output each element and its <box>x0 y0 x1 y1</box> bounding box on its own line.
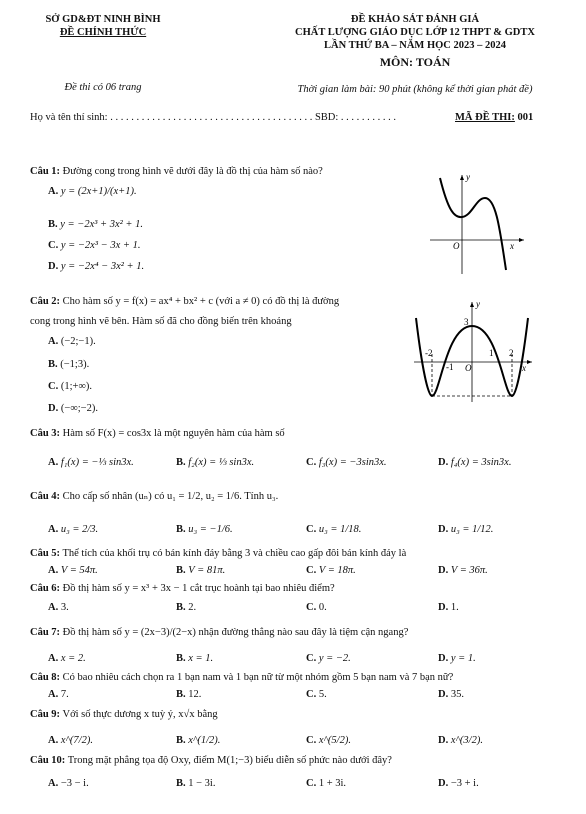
option-9c[interactable]: C. x^(5/2). <box>306 735 351 746</box>
exam-code-value: 001 <box>517 112 534 123</box>
question-text: Cho hàm số y = f(x) = ax⁴ + bx² + c (với a ≠ 0) có đồ thị là đường <box>62 296 340 307</box>
option-2a[interactable]: A. (−2;−1). <box>48 336 96 347</box>
exam-duration: Thời gian làm bài: 90 phút (không kể thời gian phát đề) <box>297 84 533 95</box>
exam-subject: MÔN: TOÁN <box>379 55 451 69</box>
x-axis-arrow <box>519 238 524 242</box>
question-label: Câu 10: <box>30 755 66 766</box>
official-label: ĐỀ CHÍNH THỨC <box>59 27 147 38</box>
question-text: Đồ thị hàm số y = x³ + 3x − 1 cắt trục hoành tại bao nhiêu điểm? <box>62 583 335 594</box>
figure-1-graph <box>420 170 530 280</box>
option-8d[interactable]: D. 35. <box>438 689 464 700</box>
option-1a[interactable]: A. y = (2x+1)/(x+1). <box>48 186 137 197</box>
option-5d[interactable]: D. V = 36π. <box>438 565 488 576</box>
option-4a[interactable]: A. u₃ = 2/3. <box>48 524 99 535</box>
exam-round: LẦN THỨ BA – NĂM HỌC 2023 – 2024 <box>323 40 506 51</box>
option-9d[interactable]: D. x^(3/2). <box>438 735 483 746</box>
option-5a[interactable]: A. V = 54π. <box>48 565 98 576</box>
page-count-note: Đề thi có 06 trang <box>64 82 142 93</box>
option-4b[interactable]: B. u₃ = −1/6. <box>176 524 233 535</box>
option-6d[interactable]: D. 1. <box>438 602 459 613</box>
option-4d[interactable]: D. u₃ = 1/12. <box>438 524 494 535</box>
question-text: Thể tích của khối trụ có bán kính đáy bằng 3 và chiều cao gấp đôi bán kính đáy là <box>62 548 407 559</box>
option-6a[interactable]: A. 3. <box>48 602 69 613</box>
tick-label-2: 2 <box>509 348 514 358</box>
y-axis-arrow <box>470 302 474 307</box>
tick-label-1: 1 <box>489 348 494 358</box>
student-info-line: Họ và tên thí sinh: . . . . . . . . . . . . . . . . . . . . . . . . . . . . . . . . . . . . . . . SBD: . . . . . . . . . . . <box>30 112 397 123</box>
question-7 <box>30 627 408 638</box>
question-text: Cho cấp số nhân (uₙ) có u₁ = 1/2, u₂ = 1/6. Tính u₃. <box>62 491 279 502</box>
option-8c[interactable]: C. 5. <box>306 689 327 700</box>
tick-label-3: 3 <box>464 317 469 327</box>
tick-label-minus1: -1 <box>446 362 454 372</box>
exam-code <box>455 112 533 123</box>
question-4 <box>30 490 278 502</box>
option-8b[interactable]: B. 12. <box>176 689 202 700</box>
tick-label-minus2: -2 <box>425 348 433 358</box>
question-text: Hàm số F(x) = cos3x là một nguyên hàm của hàm số <box>62 428 285 439</box>
option-4c[interactable]: C. u₃ = 1/18. <box>306 524 362 535</box>
question-10 <box>30 755 392 766</box>
origin-label: O <box>465 363 472 373</box>
option-7b[interactable]: B. x = 1. <box>176 653 214 664</box>
question-label: Câu 9: <box>30 709 61 720</box>
question-label: Câu 6: <box>30 583 61 594</box>
option-10b[interactable]: B. 1 − 3i. <box>176 778 216 789</box>
question-8 <box>30 672 453 683</box>
question-label: Câu 5: <box>30 548 61 559</box>
option-8a[interactable]: A. 7. <box>48 689 69 700</box>
question-label: Câu 8: <box>30 672 61 683</box>
option-9b[interactable]: B. x^(1/2). <box>176 735 221 746</box>
y-axis-arrow <box>460 175 464 180</box>
option-2d[interactable]: D. (−∞;−2). <box>48 403 98 414</box>
option-10a[interactable]: A. −3 − i. <box>48 778 89 789</box>
option-6c[interactable]: C. 0. <box>306 602 327 613</box>
option-3d[interactable]: D. f₄(x) = 3sin3x. <box>438 457 512 468</box>
question-text: Với số thực dương x tuỳ ý, x√x bằng <box>62 709 218 720</box>
option-7d[interactable]: D. y = 1. <box>438 653 476 664</box>
exam-title: ĐỀ KHẢO SÁT ĐÁNH GIÁ <box>350 14 480 25</box>
option-3b[interactable]: B. f₂(x) = ⅓ sin3x. <box>176 457 255 468</box>
option-2b[interactable]: B. (−1;3). <box>48 359 90 370</box>
question-text: Có bao nhiêu cách chọn ra 1 bạn nam và 1 bạn nữ từ một nhóm gồm 5 bạn nam và 7 bạn nữ? <box>62 672 454 683</box>
question-5 <box>30 548 406 559</box>
figure-2-graph <box>410 298 535 406</box>
question-1 <box>30 166 323 177</box>
option-5b[interactable]: B. V = 81π. <box>176 565 226 576</box>
x-axis-arrow <box>527 360 532 364</box>
question-2 <box>30 296 339 307</box>
cubic-curve <box>440 178 506 270</box>
question-6 <box>30 583 335 594</box>
question-label: Câu 4: <box>30 491 61 502</box>
exam-code-label: MÃ ĐỀ THI: <box>455 112 515 123</box>
option-10c[interactable]: C. 1 + 3i. <box>306 778 347 789</box>
question-text: Trong mặt phẳng tọa độ Oxy, điểm M(1;−3) biểu diễn số phức nào dưới đây? <box>67 755 392 766</box>
question-text: Đường cong trong hình vẽ dưới đây là đồ thị của hàm số nào? <box>62 166 323 177</box>
option-6b[interactable]: B. 2. <box>176 602 197 613</box>
option-1c[interactable]: C. y = −2x³ − 3x + 1. <box>48 240 141 251</box>
option-5c[interactable]: C. V = 18π. <box>306 565 356 576</box>
x-axis-label: x <box>522 363 526 373</box>
question-label: Câu 2: <box>30 296 61 307</box>
exam-subtitle: CHẤT LƯỢNG GIÁO DỤC LỚP 12 THPT & GDTX <box>295 27 535 38</box>
question-label: Câu 7: <box>30 627 61 638</box>
question-9 <box>30 709 218 720</box>
option-7c[interactable]: C. y = −2. <box>306 653 351 664</box>
option-7a[interactable]: A. x = 2. <box>48 653 86 664</box>
y-axis-label: y <box>466 172 470 182</box>
question-label: Câu 3: <box>30 428 61 439</box>
question-text: Đồ thị hàm số y = (2x−3)/(2−x) nhận đường thẳng nào sau đây là tiệm cận ngang? <box>62 627 409 638</box>
question-2-line2: cong trong hình vẽ bên. Hàm số đã cho đồng biến trên khoảng <box>30 316 292 327</box>
option-10d[interactable]: D. −3 + i. <box>438 778 479 789</box>
option-2c[interactable]: C. (1;+∞). <box>48 381 93 392</box>
option-9a[interactable]: A. x^(7/2). <box>48 735 93 746</box>
question-3 <box>30 428 285 439</box>
department-name: SỞ GD&ĐT NINH BÌNH <box>45 14 161 25</box>
option-3a[interactable]: A. f₁(x) = −⅓ sin3x. <box>48 457 134 468</box>
option-1b[interactable]: B. y = −2x³ + 3x² + 1. <box>48 219 144 230</box>
y-axis-label: y <box>476 299 480 309</box>
origin-label: O <box>453 241 460 251</box>
option-1d[interactable]: D. y = −2x⁴ − 3x² + 1. <box>48 261 145 272</box>
option-3c[interactable]: C. f₃(x) = −3sin3x. <box>306 457 387 468</box>
x-axis-label: x <box>510 241 514 251</box>
question-label: Câu 1: <box>30 166 61 177</box>
